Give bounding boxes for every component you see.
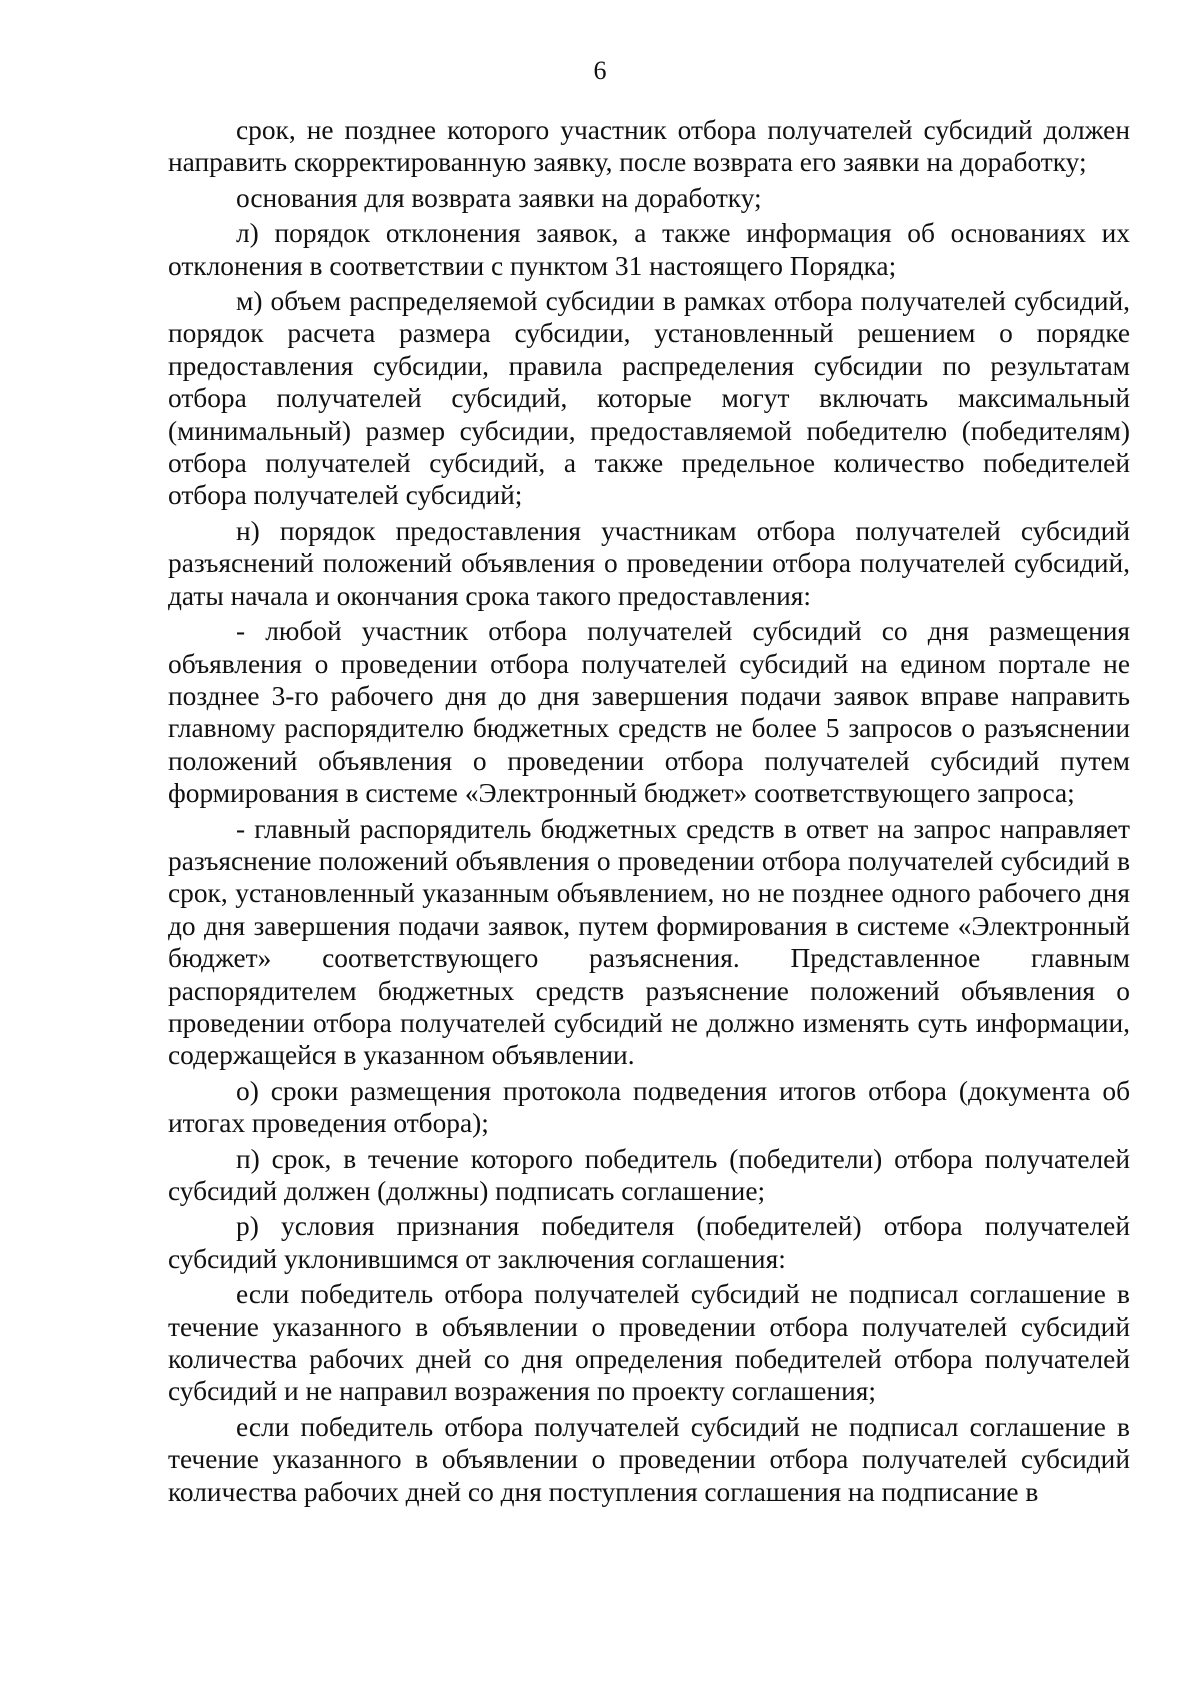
paragraph-item-l: л) порядок отклонения заявок, а также информация об основаниях их отклонения в соответствии с пунктом 31 настоящего Порядка;	[168, 218, 1130, 281]
paragraph-item-o: о) сроки размещения протокола подведения итогов отбора (документа об итогах проведения отбора);	[168, 1075, 1130, 1139]
paragraph-item-n: н) порядок предоставления участникам отбора получателей субсидий разъяснений положений объявления о проведении отбора получателей субсидий, даты начала и окончания срока такого предоставления:	[168, 515, 1130, 611]
page-number: 6	[593, 56, 607, 85]
paragraph-deadline-corrected-application: срок, не позднее которого участник отбора получателей субсидий должен направить скорректированную заявку, после возврата его заявки на доработку;	[168, 115, 1130, 178]
paragraph-not-signed-after-receipt: если победитель отбора получателей субсидий не подписал соглашение в течение указанного в объявлении о проведении отбора получателей субсидий количества рабочих дней со дня поступления соглашения на подписание в	[168, 1411, 1130, 1507]
document-body	[168, 114, 1130, 1511]
paragraph-not-signed-after-determination: если победитель отбора получателей субсидий не подписал соглашение в течение указанного в объявлении о проведении отбора получателей субсидий количества рабочих дней со дня определения победителей отбора получателей субсидий и не направил возражения по проекту соглашения;	[168, 1279, 1130, 1407]
paragraph-return-grounds: основания для возврата заявки на доработку;	[236, 182, 762, 213]
paragraph-item-r: р) условия признания победителя (победителей) отбора получателей субсидий уклонившимся от заключения соглашения:	[168, 1211, 1130, 1274]
paragraph-clarification-request: - любой участник отбора получателей субсидий со дня размещения объявления о проведении отбора получателей субсидий на едином портале не позднее 3-го рабочего дня до дня завершения подачи заявок вправе направить главному распорядителю бюджетных средств не более 5 запросов о разъяснении положений объявления о проведении отбора получателей субсидий путем формирования в системе «Электронный бюджет» соответствующего запроса;	[168, 616, 1130, 809]
paragraph-item-m: м) объем распределяемой субсидии в рамках отбора получателей субсидий, порядок расчета размера субсидии, установленный решением о порядке предоставления субсидии, правила распределения субсидии по результатам отбора получателей субсидий, которые могут включать максимальный (минимальный) размер субсидии, предоставляемой победителю (победителям) отбора получателей субсидий, а также предельное количество победителей отбора получателей субсидий;	[168, 286, 1130, 511]
paragraph-clarification-response: - главный распорядитель бюджетных средств в ответ на запрос направляет разъяснение положений объявления о проведении отбора получателей субсидий в срок, установленный указанным объявлением, но не позднее одного рабочего дня до дня завершения подачи заявок, путем формирования в системе «Электронный бюджет» соответствующего разъяснения. Представленное главным распорядителем бюджетных средств разъяснение положений объявления о проведении отбора получателей субсидий не должно изменять суть информации, содержащейся в указанном объявлении.	[168, 813, 1130, 1071]
paragraph-item-p: п) срок, в течение которого победитель (победители) отбора получателей субсидий должен (должны) подписать соглашение;	[168, 1143, 1130, 1206]
